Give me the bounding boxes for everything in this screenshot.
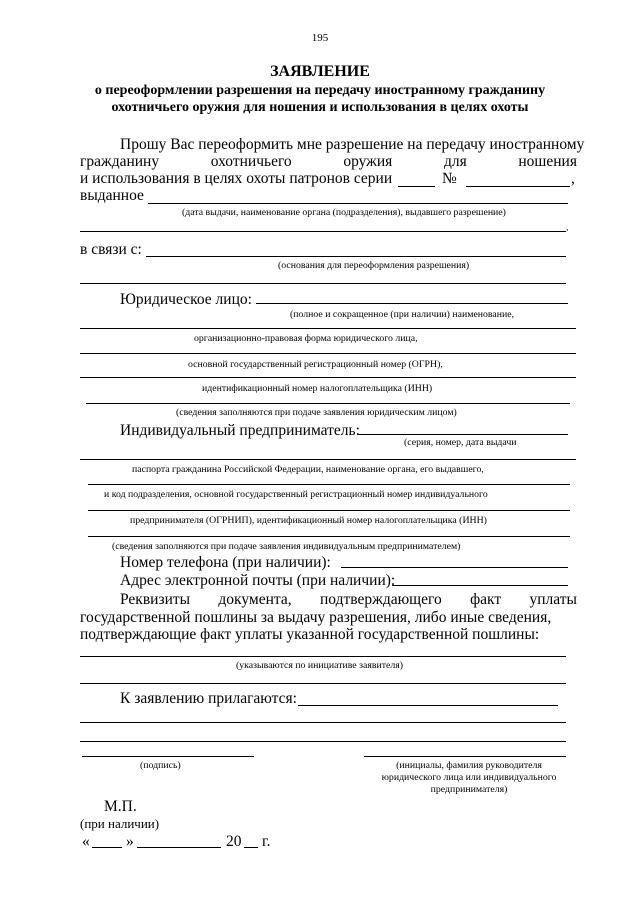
date-quote-open: « — [82, 833, 90, 850]
legal-entity-hint4: идентификационный номер налогоплательщика (ИНН) — [202, 383, 433, 394]
attachments-label: К заявлению прилагаются: — [120, 690, 297, 707]
legal-entity-hint1: (полное и сокращенное (при наличии) наименование, — [290, 309, 515, 320]
payment-field[interactable] — [80, 656, 566, 657]
legal-entity-label: Юридическое лицо: — [120, 291, 252, 308]
entrepreneur-hint1: (серия, номер, дата выдачи — [404, 437, 517, 448]
email-label: Адрес электронной почты (при наличии): — [120, 572, 396, 589]
legal-entity-field[interactable] — [256, 303, 568, 304]
entrepreneur-field-5[interactable] — [88, 536, 570, 537]
date-quote-close: » — [126, 833, 134, 850]
legal-entity-field-2[interactable] — [80, 328, 576, 329]
payment-hint: (указываются по инициативе заявителя) — [236, 660, 403, 671]
issued-label: выданное — [80, 187, 144, 204]
legal-entity-field-3[interactable] — [80, 353, 576, 354]
attachments-field-2[interactable] — [80, 722, 566, 723]
payment-word-5: уплаты — [529, 591, 577, 608]
payment-field-2[interactable] — [80, 683, 566, 684]
reason-field-continued[interactable] — [80, 283, 566, 284]
legal-entity-hint5: (сведения заполняются при подаче заявления юридическим лицом) — [176, 407, 457, 418]
number-sign: № — [442, 170, 457, 187]
legal-entity-field-5[interactable] — [86, 403, 570, 404]
request-word-4: для — [443, 153, 467, 170]
date-month-field[interactable] — [137, 847, 221, 848]
payment-line3: подтверждающие факт уплаты указанной государственной пошлины: — [80, 626, 540, 643]
stamp-label: М.П. — [104, 798, 137, 815]
issued-end-comma: , — [566, 222, 569, 233]
payment-word-2: документа, — [218, 591, 292, 608]
payment-line1 — [120, 592, 577, 608]
date-year-prefix: 20 — [226, 833, 242, 850]
date-day-field[interactable] — [92, 847, 122, 848]
entrepreneur-hint3: и код подразделения, основной государственный регистрационный номер индивидуального — [104, 489, 488, 500]
date-year-field[interactable] — [244, 847, 258, 848]
email-field[interactable] — [392, 585, 568, 586]
entrepreneur-field-2[interactable] — [80, 459, 576, 460]
entrepreneur-label: Индивидуальный предприниматель: — [120, 422, 360, 439]
legal-entity-field-4[interactable] — [80, 377, 576, 378]
entrepreneur-field[interactable] — [358, 434, 568, 435]
reason-label: в связи с: — [80, 241, 142, 258]
name-hint3: предпринимателя) — [430, 784, 508, 795]
name-hint2: юридического лица или индивидуального — [381, 772, 557, 783]
attachments-field-3[interactable] — [80, 741, 566, 742]
date-year-suffix: г. — [262, 833, 271, 850]
entrepreneur-hint4: предпринимателя (ОГРНИП), идентификационный номер налогоплательщика (ИНН) — [130, 515, 487, 526]
request-word-5: ношения — [518, 153, 577, 170]
page-number: 195 — [311, 32, 329, 44]
name-field[interactable] — [364, 756, 566, 757]
name-hint1: (инициалы, фамилия руководителя — [396, 760, 542, 771]
issued-field[interactable] — [148, 203, 568, 204]
cartridge-series-field[interactable] — [398, 186, 435, 187]
request-word-1: гражданину — [80, 153, 160, 170]
entrepreneur-hint5: (сведения заполняются при подаче заявления индивидуальным предпринимателем) — [112, 541, 461, 552]
payment-word-3: подтверждающего — [320, 591, 442, 608]
phone-field[interactable] — [341, 567, 568, 568]
line-comma: , — [571, 170, 575, 187]
reason-field[interactable] — [146, 256, 566, 257]
cartridge-number-field[interactable] — [466, 186, 570, 187]
legal-entity-hint2: организационно-правовая форма юридического лица, — [194, 333, 418, 344]
issued-field-continued[interactable] — [80, 231, 566, 232]
entrepreneur-field-4[interactable] — [88, 510, 570, 511]
entrepreneur-hint2: паспорта гражданина Российской Федерации, наименование органа, его выдавшего, — [132, 464, 484, 475]
document-subtitle-line1: о переоформлении разрешения на передачу иностранному гражданину — [94, 83, 546, 98]
request-line1: Прошу Вас переоформить мне разрешение на передачу иностранному — [120, 136, 585, 153]
payment-word-4: факт — [470, 591, 502, 608]
legal-entity-hint3: основной государственный регистрационный номер (ОГРН), — [188, 359, 443, 370]
document-subtitle-line2: охотничьего оружия для ношения и использования в целях охоты — [111, 100, 529, 115]
entrepreneur-field-3[interactable] — [88, 484, 570, 485]
issued-hint: (дата выдачи, наименование органа (подразделения), выдавшего разрешение) — [182, 207, 506, 218]
signature-hint: (подпись) — [140, 760, 181, 771]
request-word-2: охотничьего — [210, 153, 292, 170]
request-line3: и использования в целях охоты патронов серии — [80, 170, 393, 187]
attachments-field[interactable] — [298, 705, 558, 706]
request-line2 — [80, 154, 577, 170]
payment-word-1: Реквизиты — [120, 591, 191, 608]
payment-line2: государственной пошлины за выдачу разрешения, либо иные сведения, — [80, 609, 552, 626]
stamp-if-any: (при наличии) — [80, 816, 160, 831]
phone-label: Номер телефона (при наличии): — [120, 554, 331, 571]
signature-field[interactable] — [82, 756, 254, 757]
reason-hint: (основания для переоформления разрешения) — [278, 260, 470, 271]
document-title: ЗАЯВЛЕНИЕ — [270, 63, 370, 80]
request-word-3: оружия — [343, 153, 393, 170]
